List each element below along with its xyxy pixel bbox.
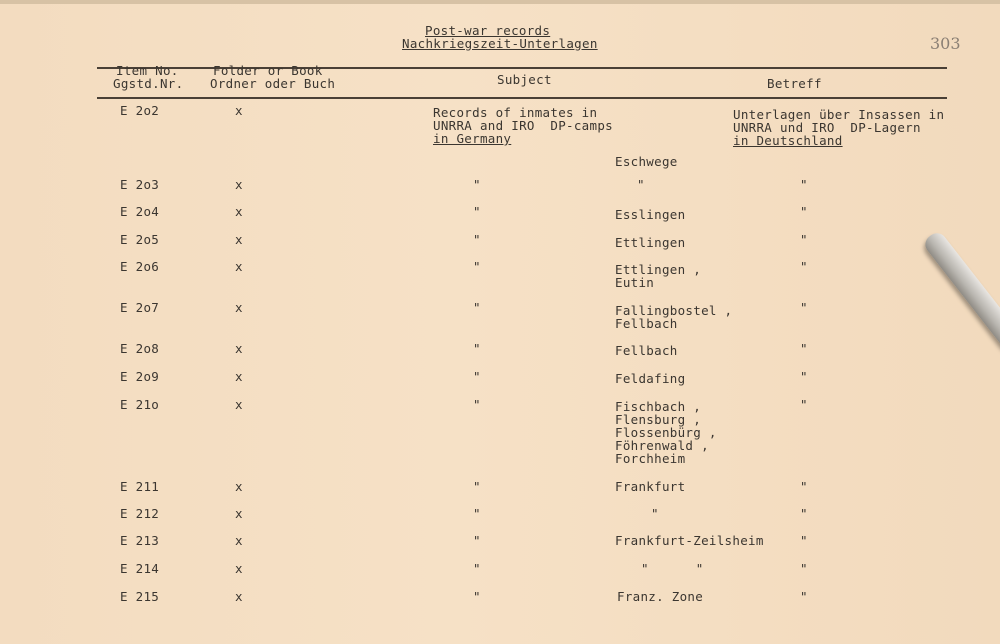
- folder-mark: x: [235, 341, 243, 356]
- location: Feldafing: [615, 371, 686, 386]
- item-number: E 2o7: [120, 300, 160, 315]
- location: Ettlingen , Eutin: [615, 262, 702, 290]
- betreff-ditto: ": [800, 204, 808, 219]
- location: Frankfurt-Zeilsheim: [615, 533, 764, 548]
- title-english: Post-war records: [425, 23, 551, 38]
- location: Fellbach: [615, 343, 678, 358]
- folder-mark: x: [235, 232, 243, 247]
- tweezers-overlay: [921, 229, 1000, 353]
- betreff-line: in Deutschland: [733, 133, 843, 148]
- subject-ditto: ": [473, 177, 481, 192]
- item-number: E 2o6: [120, 259, 160, 274]
- betreff-ditto: ": [800, 479, 808, 494]
- folder-mark: x: [235, 397, 243, 412]
- location: Frankfurt: [615, 479, 686, 494]
- item-number: E 2o8: [120, 341, 160, 356]
- betreff-ditto: ": [800, 232, 808, 247]
- folder-mark: x: [235, 103, 243, 118]
- betreff-ditto: ": [800, 561, 808, 576]
- page-number: 303: [930, 34, 961, 53]
- betreff-ditto: ": [800, 177, 808, 192]
- item-number: E 2o5: [120, 232, 160, 247]
- location: Fischbach , Flensburg , Flossenbürg , Föhrenwald , Forchheim: [615, 399, 717, 466]
- folder-mark: x: [235, 533, 243, 548]
- location: ": [651, 506, 659, 521]
- betreff-line: Unterlagen über Insassen in: [733, 107, 945, 122]
- folder-mark: x: [235, 506, 243, 521]
- location: " ": [641, 561, 704, 576]
- betreff-ditto: ": [800, 397, 808, 412]
- item-number: E 2o2: [120, 103, 160, 118]
- location: Esslingen: [615, 207, 686, 222]
- subject-ditto: ": [473, 204, 481, 219]
- folder-mark: x: [235, 300, 243, 315]
- betreff-line: UNRRA und IRO DP-Lagern: [733, 120, 921, 135]
- subject-ditto: ": [473, 259, 481, 274]
- folder-mark: x: [235, 589, 243, 604]
- location: Fallingbostel , Fellbach: [615, 303, 733, 331]
- item-number: E 2o9: [120, 369, 160, 384]
- betreff-ditto: ": [800, 589, 808, 604]
- folder-mark: x: [235, 204, 243, 219]
- header-bottom-rule: [97, 97, 947, 99]
- subject-line: Records of inmates in: [433, 105, 598, 120]
- subject-ditto: ": [473, 300, 481, 315]
- item-number: E 214: [120, 561, 160, 576]
- folder-mark: x: [235, 479, 243, 494]
- betreff-ditto: ": [800, 369, 808, 384]
- item-number: E 21o: [120, 397, 160, 412]
- subject-line: in Germany: [433, 131, 512, 146]
- item-number: E 212: [120, 506, 160, 521]
- subject-ditto: ": [473, 397, 481, 412]
- folder-mark: x: [235, 259, 243, 274]
- header-folder-en: Folder or Book: [213, 63, 323, 78]
- subject-ditto: ": [473, 232, 481, 247]
- folder-mark: x: [235, 369, 243, 384]
- page-edge: [0, 0, 1000, 4]
- location: Franz. Zone: [617, 589, 704, 604]
- item-number: E 2o3: [120, 177, 160, 192]
- header-subject: Subject: [497, 72, 552, 87]
- folder-mark: x: [235, 561, 243, 576]
- subject-ditto: ": [473, 369, 481, 384]
- header-betreff: Betreff: [767, 76, 822, 91]
- title-german: Nachkriegszeit-Unterlagen: [402, 36, 598, 51]
- betreff-ditto: ": [800, 341, 808, 356]
- header-item-no-de: Ggstd.Nr.: [113, 76, 184, 91]
- item-number: E 213: [120, 533, 160, 548]
- betreff-ditto: ": [800, 300, 808, 315]
- subject-ditto: ": [473, 589, 481, 604]
- betreff-ditto: ": [800, 506, 808, 521]
- subject-line: UNRRA and IRO DP-camps: [433, 118, 613, 133]
- item-number: E 211: [120, 479, 160, 494]
- subject-ditto: ": [473, 561, 481, 576]
- subject-ditto: ": [473, 341, 481, 356]
- betreff-ditto: ": [800, 533, 808, 548]
- subject-ditto: ": [473, 479, 481, 494]
- subject-ditto: ": [473, 506, 481, 521]
- betreff-ditto: ": [800, 259, 808, 274]
- location: Ettlingen: [615, 235, 686, 250]
- item-number: E 2o4: [120, 204, 160, 219]
- header-item-no-en: Item No.: [116, 63, 179, 78]
- folder-mark: x: [235, 177, 243, 192]
- header-folder-de: Ordner oder Buch: [210, 76, 336, 91]
- subject-ditto: ": [473, 533, 481, 548]
- location: ": [637, 177, 645, 192]
- location: Eschwege: [615, 154, 678, 169]
- item-number: E 215: [120, 589, 160, 604]
